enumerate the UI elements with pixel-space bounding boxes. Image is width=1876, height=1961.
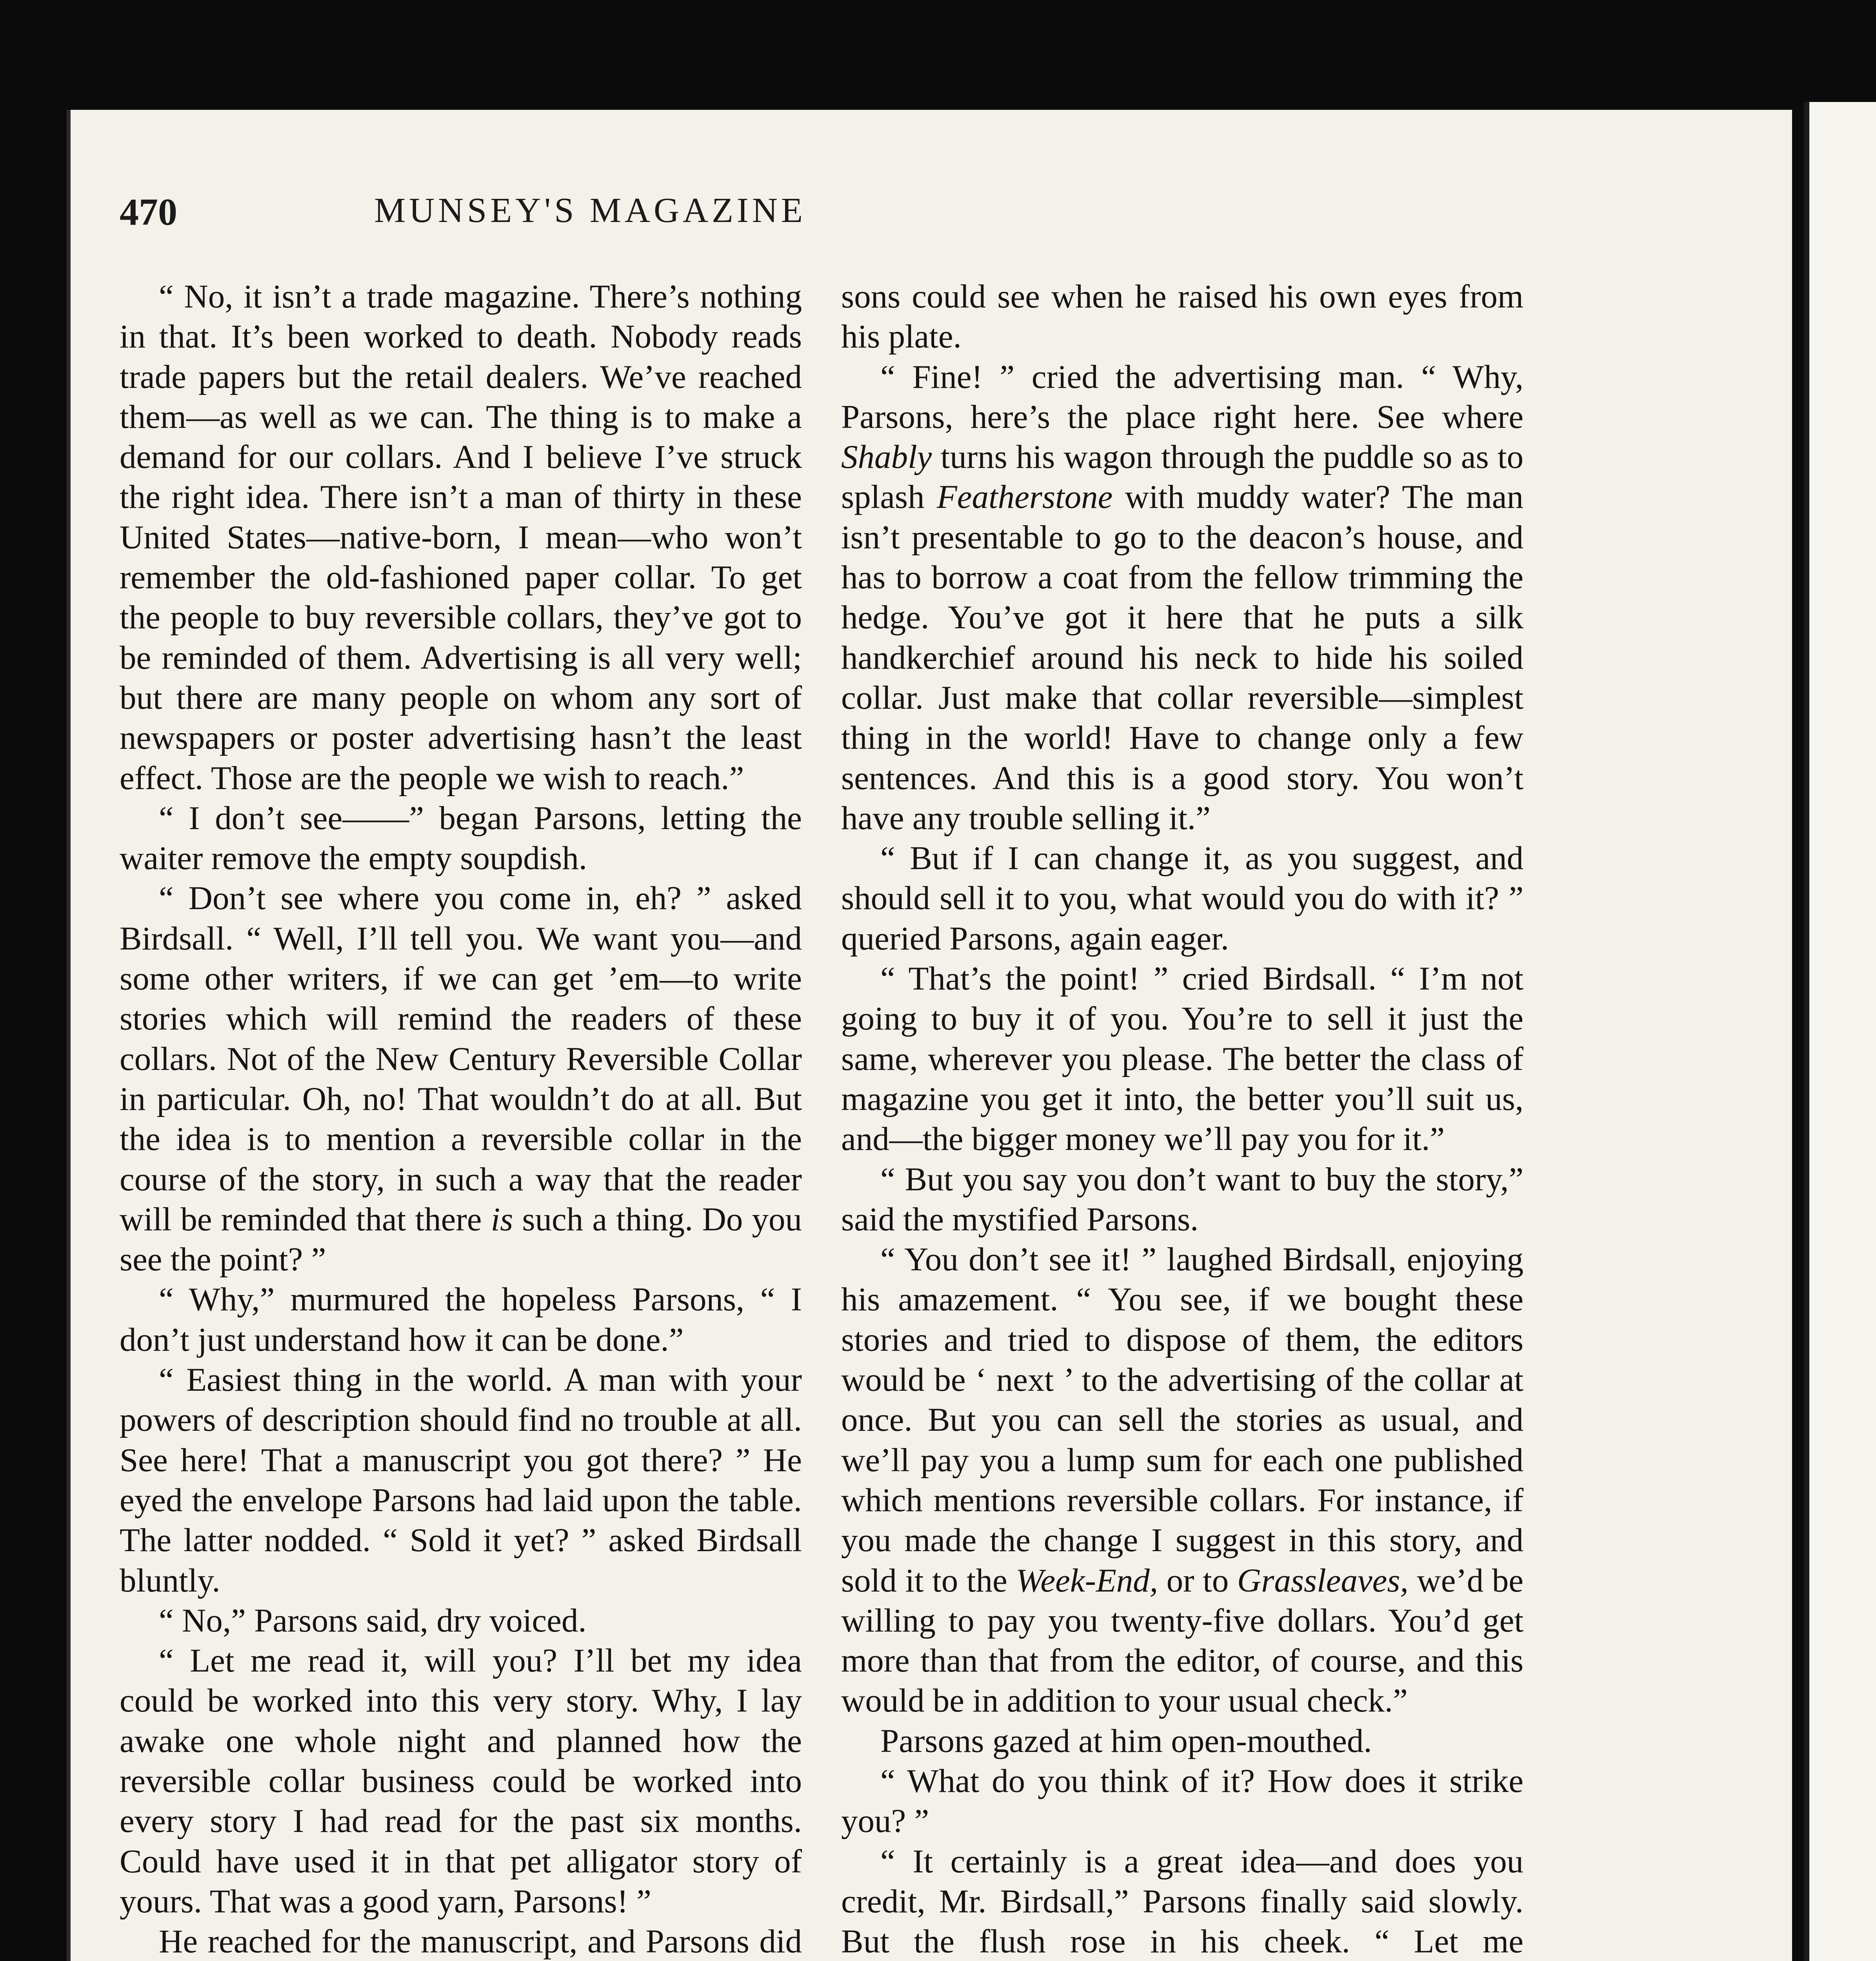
paragraph: “ That’s the point! ” cried Birdsall. “ I’m not going to buy it of you. You’re to sell it just the same, wherever you please. The better the class of magazine you get it into, the better you’ll suit us, and—the bigger money we’ll pay you for it.” bbox=[841, 960, 1523, 1158]
right-text-column bbox=[841, 277, 1523, 1961]
running-head bbox=[120, 190, 1061, 245]
paragraph: “ It certainly is a great idea—and does you credit, Mr. Birdsall,” Parsons finally said slowly. But the flush rose in his cheek. “ Let me bbox=[841, 1843, 1523, 1960]
paragraph: “ Let me read it, will you? I’ll bet my idea could be worked into this very story. Why, I lay awake one whole night and planned how the reversible collar business could be worked into every story I had read for the past six months. Could have used it in that pet alligator story of yours. That was a good yarn, Parsons! ” bbox=[120, 1642, 802, 1920]
paragraph: “ Easiest thing in the world. A man with your powers of description should find no trouble at all. See here! That a manuscript you got there? ” He eyed the envelope Parsons had laid upon the table. The latter nodded. “ Sold it yet? ” asked Birdsall bluntly. bbox=[120, 1361, 802, 1599]
paragraph: Parsons gazed at him open-mouthed. bbox=[880, 1722, 1372, 1759]
paragraph: “ You don’t see it! ” laughed Birdsall, enjoying his amazement. “ You see, if we bought these stories and tried to dispose of them, the editors would be ‘ next ’ to the advertising of the collar at once. But you can sell the stories as usual, and we’ll pay you a lump sum for each one published which mentions reversible collars. For instance, if you made the change I suggest in this story, and sold it to the Week-End, or to Grassleaves, we’d be willing to pay you twenty-five dollars. You’d get more than that from the editor, of course, and this would be in addition to your usual check.” bbox=[841, 1241, 1523, 1719]
paragraph: “ But you say you don’t want to buy the story,” said the mystified Parsons. bbox=[841, 1161, 1523, 1238]
magazine-title: MUNSEY'S MAGAZINE bbox=[374, 191, 806, 230]
paragraph: sons could see when he raised his own eyes from his plate. bbox=[841, 278, 1523, 355]
next-page-edge bbox=[1804, 102, 1876, 1961]
paragraph: “ Why,” murmured the hopeless Parsons, “ I don’t just understand how it can be done.” bbox=[120, 1281, 802, 1358]
paragraph: “ No, it isn’t a trade magazine. There’s nothing in that. It’s been worked to death. Nobody reads trade papers but the retail dealers. We’ve reached them—as well as we can. The thing is to make a demand for our collars. And I believe I’ve struck the right idea. There isn’t a man of thirty in these United States—native-born, I mean—who won’t remember the old-fashioned paper collar. To get the people to buy reversible collars, they’ve got to be reminded of them. Advertising is all very well; but there are many people on whom any sort of newspapers or poster advertising hasn’t the least effect. Those are the people we wish to reach.” bbox=[120, 278, 802, 797]
left-text-column bbox=[120, 277, 802, 1961]
paragraph: “ But if I can change it, as you suggest, and should sell it to you, what would you do with it? ” queried Parsons, again eager. bbox=[841, 840, 1523, 957]
paragraph: “ What do you think of it? How does it strike you? ” bbox=[841, 1762, 1523, 1840]
paragraph: He reached for the manuscript, and Parsons did bbox=[159, 1923, 802, 1960]
paragraph: “ I don’t see——” began Parsons, letting the waiter remove the empty soupdish. bbox=[120, 799, 802, 877]
paragraph: “ Fine! ” cried the advertising man. “ Why, Parsons, here’s the place right here. See where Shably turns his wagon through the puddle so as to splash Featherstone with muddy water? The man isn’t presentable to go to the deacon’s house, and has to borrow a coat from the fellow trimming the hedge. You’ve got it here that he puts a silk handkerchief around his neck to hide his soiled collar. Just make that collar reversible—simplest thing in the world! Have to change only a few sentences. And this is a good story. You won’t have any trouble selling it.” bbox=[841, 358, 1523, 837]
page-number: 470 bbox=[120, 191, 177, 233]
paragraph: “ Don’t see where you come in, eh? ” asked Birdsall. “ Well, I’ll tell you. We want you—and some other writers, if we can get ’em—to write stories which will remind the readers of these collars. Not of the New Century Reversible Collar in particular. Oh, no! That wouldn’t do at all. But the idea is to mention a reversible collar in the course of the story, in such a way that the reader will be reminded that there is such a thing. Do you see the point? ” bbox=[120, 880, 802, 1278]
paragraph: “ No,” Parsons said, dry voiced. bbox=[159, 1602, 587, 1639]
